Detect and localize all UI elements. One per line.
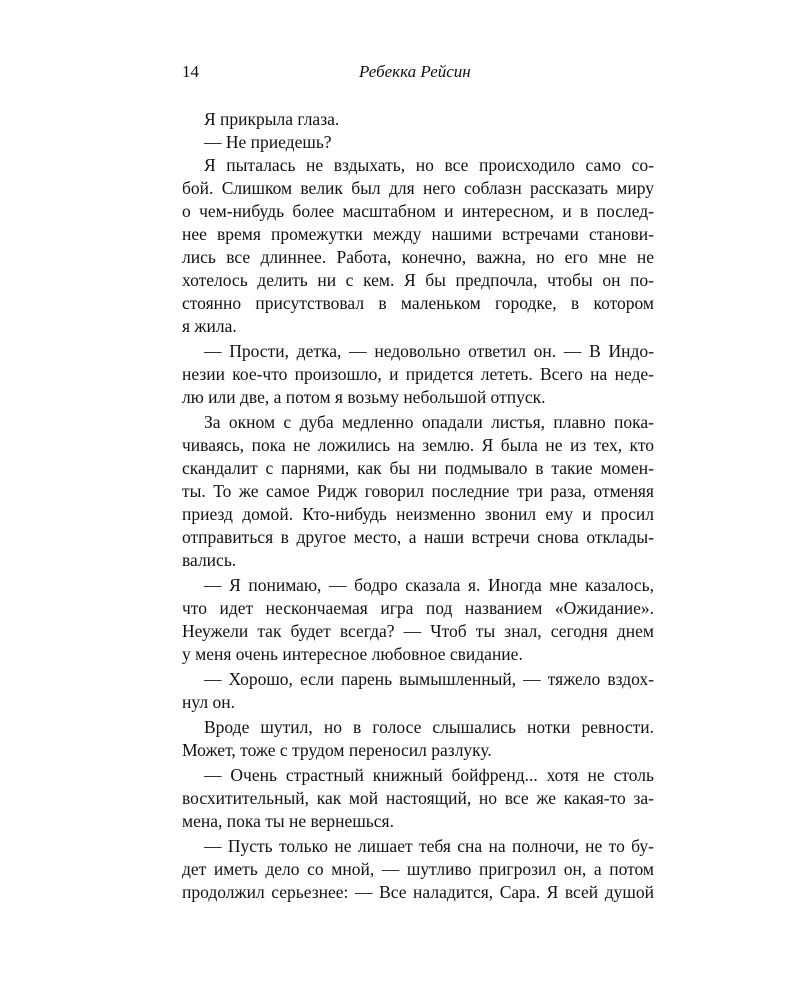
text-line: вались.	[182, 550, 237, 570]
text-line: восхитительный, как мой настоящий, но все же какая-то за-	[182, 788, 654, 808]
text-line: незии кое-что произошло, и придется лететь. Всего на неде-	[182, 364, 654, 384]
text-line: чиваясь, пока не ложились на землю. Я была не из тех, кто	[182, 435, 654, 455]
text-line: — Очень страстный книжный бойфренд... хотя не столь	[204, 765, 654, 785]
running-title: Ребекка Рейсин	[359, 62, 471, 81]
text-line: За окном с дуба медленно опадали листья, плавно пока-	[204, 412, 654, 432]
text-line: бой. Слишком велик был для него соблазн рассказать миру	[182, 178, 654, 198]
text-line: я жила.	[182, 316, 237, 336]
text-line: Может, тоже с трудом переносил разлуку.	[182, 740, 492, 760]
text-line: Неужели так будет всегда? — Чтоб ты знал, сегодня днем	[182, 621, 654, 641]
text-line: — Прости, детка, — недовольно ответил он. — В Индо-	[204, 341, 654, 361]
text-line: ты. То же самое Ридж говорил последние три раза, отменяя	[182, 481, 654, 501]
text-line: отправиться в другое место, а наши встречи снова отклады-	[182, 527, 654, 547]
text-line: Вроде шутил, но в голосе слышались нотки ревности.	[204, 717, 654, 737]
page-number: 14	[182, 62, 199, 81]
text-line: хотелось делить ни с кем. Я бы предпочла, чтобы он по-	[182, 270, 654, 290]
text-line: продолжил серьезнее: — Все наладится, Сара. Я всей душой	[182, 882, 654, 902]
text-line: о чем-нибудь более масштабном и интересном, и в послед-	[182, 201, 654, 221]
text-line: лю или две, а потом я возьму небольшой отпуск.	[182, 387, 546, 407]
text-line: нул он.	[182, 692, 235, 712]
text-line: Я пыталась не вздыхать, но все происходило само со-	[204, 155, 654, 175]
text-line: приезд домой. Кто-нибудь неизменно звонил ему и просил	[182, 504, 654, 524]
text-line: скандалит с парнями, как бы ни подмывало в такие момен-	[182, 458, 654, 478]
text-line: стоянно присутствовал в маленьком городке, в котором	[182, 293, 654, 313]
text-line: у меня очень интересное любовное свидание.	[182, 644, 523, 664]
text-line: — Пусть только не лишает тебя сна на полночи, не то бу-	[204, 836, 654, 856]
text-line: нее время промежутки между нашими встречами станови-	[182, 224, 654, 244]
text-line: дет иметь дело со мной, — шутливо пригрозил он, а потом	[182, 859, 654, 879]
text-line: Я прикрыла глаза.	[204, 109, 340, 129]
text-line: мена, пока ты не вернешься.	[182, 811, 394, 831]
text-line: — Не приедешь?	[204, 132, 332, 152]
text-line: лись все длиннее. Работа, конечно, важна, но его мне не	[182, 247, 654, 267]
text-line: что идет нескончаемая игра под названием «Ожидание».	[182, 598, 654, 618]
text-line: — Хорошо, если парень вымышленный, — тяжело вздох-	[204, 669, 654, 689]
text-line: — Я понимаю, — бодро сказала я. Иногда мне казалось,	[204, 575, 654, 595]
